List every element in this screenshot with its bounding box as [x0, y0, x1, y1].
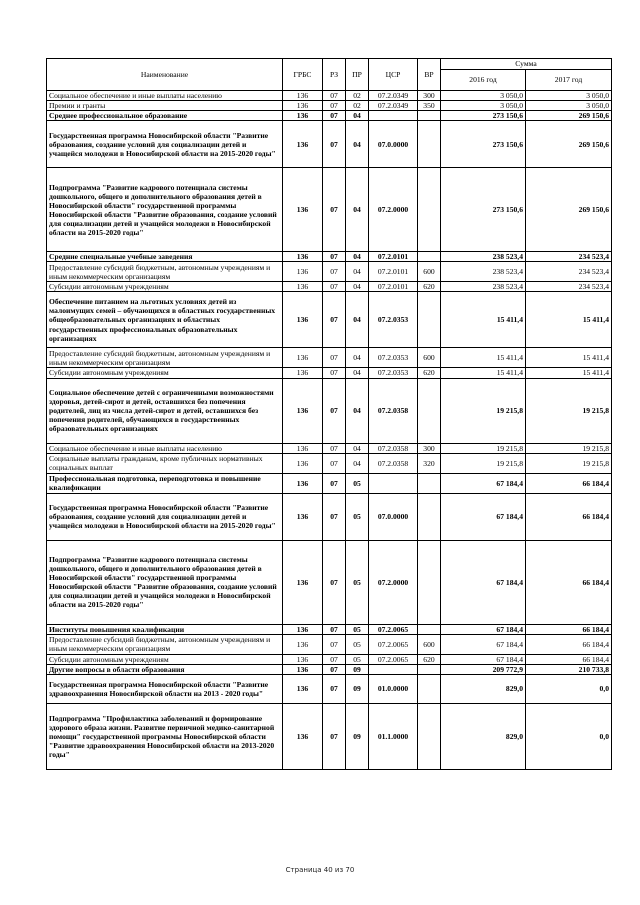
- cell-v2017: 66 184,4: [526, 624, 612, 634]
- cell-grbs: 136: [283, 168, 323, 252]
- cell-csr: 07.2.0065: [369, 624, 418, 634]
- cell-pr: 04: [346, 111, 369, 121]
- cell-csr: 07.2.0358: [369, 443, 418, 453]
- table-row: [47, 292, 612, 348]
- cell-v2016: 238 523,4: [441, 262, 526, 282]
- cell-vr: [418, 111, 441, 121]
- cell-v2017: 66 184,4: [526, 654, 612, 664]
- cell-name: Подпрограмма "Развитие кадрового потенциала системы дошкольного, общего и дополнительного образования детей в Новосибирской области" государственной программы Новосибирской области "Развитие образования, создание условий для социализации детей и учащейся молодежи в Новосибирской области на 2015-2020 годы": [47, 540, 283, 624]
- table-row: [47, 443, 612, 453]
- cell-v2016: 238 523,4: [441, 252, 526, 262]
- cell-grbs: 136: [283, 292, 323, 348]
- budget-table: [46, 58, 612, 770]
- cell-vr: 300: [418, 443, 441, 453]
- cell-pr: 04: [346, 168, 369, 252]
- cell-name: Предоставление субсидий бюджетным, автономным учреждениям и иным некоммерческим организациям: [47, 634, 283, 654]
- cell-v2016: 67 184,4: [441, 634, 526, 654]
- cell-pr: 04: [346, 453, 369, 473]
- cell-csr: 07.2.0101: [369, 262, 418, 282]
- cell-csr: [369, 111, 418, 121]
- cell-csr: 07.2.0000: [369, 168, 418, 252]
- cell-vr: [418, 674, 441, 703]
- cell-grbs: 136: [283, 664, 323, 674]
- cell-csr: 07.2.0358: [369, 378, 418, 443]
- table-row: [47, 348, 612, 368]
- table-row: [47, 624, 612, 634]
- cell-pr: 05: [346, 634, 369, 654]
- cell-grbs: 136: [283, 252, 323, 262]
- cell-rz: 07: [323, 664, 346, 674]
- cell-name: Государственная программа Новосибирской области "Развитие образования, создание условий для социализации детей и учащейся молодежи в Новосибирской области на 2015-2020 годы": [47, 493, 283, 540]
- cell-csr: 07.2.0358: [369, 453, 418, 473]
- cell-vr: 620: [418, 368, 441, 378]
- header-year-2017: 2017 год: [526, 70, 612, 91]
- cell-grbs: 136: [283, 368, 323, 378]
- cell-csr: 07.0.0000: [369, 121, 418, 168]
- cell-v2016: 19 215,8: [441, 378, 526, 443]
- cell-grbs: 136: [283, 540, 323, 624]
- cell-pr: 04: [346, 443, 369, 453]
- cell-pr: 09: [346, 674, 369, 703]
- table-row: [47, 634, 612, 654]
- cell-vr: [418, 624, 441, 634]
- cell-v2016: 67 184,4: [441, 473, 526, 493]
- table-row: [47, 473, 612, 493]
- cell-grbs: 136: [283, 674, 323, 703]
- cell-rz: 07: [323, 282, 346, 292]
- cell-pr: 05: [346, 624, 369, 634]
- cell-v2016: 273 150,6: [441, 168, 526, 252]
- cell-name: Предоставление субсидий бюджетным, автономным учреждениям и иным некоммерческим организациям: [47, 348, 283, 368]
- cell-csr: 01.0.0000: [369, 674, 418, 703]
- cell-vr: 350: [418, 101, 441, 111]
- cell-name: Социальное обеспечение и иные выплаты населению: [47, 443, 283, 453]
- cell-vr: 600: [418, 634, 441, 654]
- cell-rz: 07: [323, 91, 346, 101]
- cell-pr: 02: [346, 91, 369, 101]
- cell-v2016: 209 772,9: [441, 664, 526, 674]
- cell-rz: 07: [323, 703, 346, 769]
- cell-name: Подпрограмма "Развитие кадрового потенциала системы дошкольного, общего и дополнительного образования детей в Новосибирской области" государственной программы Новосибирской области "Развитие образования, создание условий для социализации детей и учащейся молодежи в Новосибирской области на 2015-2020 годы": [47, 168, 283, 252]
- cell-vr: 620: [418, 282, 441, 292]
- table-row: [47, 493, 612, 540]
- cell-name: Субсидии автономным учреждениям: [47, 368, 283, 378]
- table-row: [47, 378, 612, 443]
- table-row: [47, 674, 612, 703]
- cell-grbs: 136: [283, 101, 323, 111]
- cell-v2017: 66 184,4: [526, 493, 612, 540]
- cell-v2016: 19 215,8: [441, 443, 526, 453]
- cell-rz: 07: [323, 378, 346, 443]
- cell-v2016: 829,0: [441, 674, 526, 703]
- cell-v2016: 19 215,8: [441, 453, 526, 473]
- cell-name: Государственная программа Новосибирской области "Развитие образования, создание условий для социализации детей и учащейся молодежи в Новосибирской области на 2015-2020 годы": [47, 121, 283, 168]
- header-pr: ПР: [346, 59, 369, 91]
- cell-v2017: 15 411,4: [526, 292, 612, 348]
- header-vr: ВР: [418, 59, 441, 91]
- cell-rz: 07: [323, 674, 346, 703]
- cell-v2017: 269 150,6: [526, 168, 612, 252]
- cell-grbs: 136: [283, 473, 323, 493]
- cell-name: Среднее профессиональное образование: [47, 111, 283, 121]
- cell-v2017: 0,0: [526, 674, 612, 703]
- cell-v2017: 3 050,0: [526, 101, 612, 111]
- cell-v2017: 15 411,4: [526, 368, 612, 378]
- cell-grbs: 136: [283, 91, 323, 101]
- cell-vr: [418, 378, 441, 443]
- cell-name: Социальные выплаты гражданам, кроме публичных нормативных социальных выплат: [47, 453, 283, 473]
- cell-name: Другие вопросы в области образования: [47, 664, 283, 674]
- cell-v2016: 67 184,4: [441, 654, 526, 664]
- cell-v2017: 66 184,4: [526, 540, 612, 624]
- cell-grbs: 136: [283, 111, 323, 121]
- cell-v2017: 210 733,8: [526, 664, 612, 674]
- cell-grbs: 136: [283, 282, 323, 292]
- cell-vr: [418, 473, 441, 493]
- cell-vr: 600: [418, 262, 441, 282]
- cell-v2017: 234 523,4: [526, 282, 612, 292]
- cell-vr: [418, 703, 441, 769]
- table-row: [47, 368, 612, 378]
- cell-v2017: 66 184,4: [526, 473, 612, 493]
- cell-name: Профессиональная подготовка, переподготовка и повышение квалификации: [47, 473, 283, 493]
- header-grbs: ГРБС: [283, 59, 323, 91]
- cell-grbs: 136: [283, 121, 323, 168]
- cell-csr: 01.1.0000: [369, 703, 418, 769]
- cell-vr: [418, 493, 441, 540]
- table-row: [47, 252, 612, 262]
- cell-vr: 600: [418, 348, 441, 368]
- cell-name: Субсидии автономным учреждениям: [47, 654, 283, 664]
- cell-pr: 04: [346, 292, 369, 348]
- cell-vr: 300: [418, 91, 441, 101]
- cell-v2016: 67 184,4: [441, 540, 526, 624]
- cell-grbs: 136: [283, 262, 323, 282]
- cell-pr: 09: [346, 703, 369, 769]
- table-row: [47, 664, 612, 674]
- cell-v2016: 273 150,6: [441, 111, 526, 121]
- cell-grbs: 136: [283, 654, 323, 664]
- table-row: [47, 540, 612, 624]
- cell-csr: 07.0.0000: [369, 493, 418, 540]
- cell-grbs: 136: [283, 634, 323, 654]
- cell-csr: [369, 664, 418, 674]
- table-row: [47, 654, 612, 664]
- cell-csr: 07.2.0353: [369, 348, 418, 368]
- cell-rz: 07: [323, 262, 346, 282]
- cell-pr: 05: [346, 493, 369, 540]
- cell-v2017: 269 150,6: [526, 121, 612, 168]
- cell-v2016: 829,0: [441, 703, 526, 769]
- cell-rz: 07: [323, 624, 346, 634]
- header-csr: ЦСР: [369, 59, 418, 91]
- cell-name: Премии и гранты: [47, 101, 283, 111]
- cell-name: Социальное обеспечение и иные выплаты населению: [47, 91, 283, 101]
- cell-csr: 07.2.0349: [369, 101, 418, 111]
- cell-vr: [418, 121, 441, 168]
- cell-v2017: 19 215,8: [526, 443, 612, 453]
- cell-pr: 04: [346, 262, 369, 282]
- header-sum: Сумма: [441, 59, 612, 70]
- cell-name: Субсидии автономным учреждениям: [47, 282, 283, 292]
- cell-v2017: 19 215,8: [526, 453, 612, 473]
- cell-rz: 07: [323, 540, 346, 624]
- table-row: [47, 703, 612, 769]
- cell-v2016: 67 184,4: [441, 493, 526, 540]
- table-header: [47, 59, 612, 91]
- cell-rz: 07: [323, 292, 346, 348]
- table-row: [47, 453, 612, 473]
- cell-csr: 07.2.0065: [369, 654, 418, 664]
- cell-rz: 07: [323, 368, 346, 378]
- cell-csr: 07.2.0349: [369, 91, 418, 101]
- cell-pr: 04: [346, 121, 369, 168]
- cell-name: Институты повышения квалификации: [47, 624, 283, 634]
- cell-rz: 07: [323, 453, 346, 473]
- cell-name: Подпрограмма "Профилактика заболеваний и формирование здорового образа жизни. Развитие первичной медико-санитарной помощи" государственной программы Новосибирской области "Развитие здравоохранения Новосибирской области на 2013-2020 годы": [47, 703, 283, 769]
- cell-grbs: 136: [283, 378, 323, 443]
- cell-pr: 05: [346, 473, 369, 493]
- cell-grbs: 136: [283, 443, 323, 453]
- cell-csr: 07.2.0353: [369, 368, 418, 378]
- table-row: [47, 101, 612, 111]
- table-row: [47, 168, 612, 252]
- cell-csr: 07.2.0101: [369, 252, 418, 262]
- cell-rz: 07: [323, 252, 346, 262]
- cell-v2016: 67 184,4: [441, 624, 526, 634]
- cell-pr: 05: [346, 654, 369, 664]
- cell-v2017: 19 215,8: [526, 378, 612, 443]
- table-row: [47, 111, 612, 121]
- cell-v2017: 15 411,4: [526, 348, 612, 368]
- cell-pr: 04: [346, 282, 369, 292]
- cell-pr: 04: [346, 378, 369, 443]
- cell-rz: 07: [323, 348, 346, 368]
- cell-rz: 07: [323, 634, 346, 654]
- cell-v2016: 3 050,0: [441, 91, 526, 101]
- cell-name: Средние специальные учебные заведения: [47, 252, 283, 262]
- cell-csr: 07.2.0353: [369, 292, 418, 348]
- table-row: [47, 282, 612, 292]
- header-year-2016: 2016 год: [441, 70, 526, 91]
- cell-v2017: 234 523,4: [526, 262, 612, 282]
- cell-pr: 09: [346, 664, 369, 674]
- cell-rz: 07: [323, 493, 346, 540]
- cell-pr: 04: [346, 252, 369, 262]
- page-footer: Страница 40 из 70: [285, 866, 355, 874]
- cell-v2016: 273 150,6: [441, 121, 526, 168]
- cell-v2017: 0,0: [526, 703, 612, 769]
- cell-grbs: 136: [283, 493, 323, 540]
- document-page: [46, 58, 611, 770]
- cell-csr: 07.2.0101: [369, 282, 418, 292]
- cell-name: Государственная программа Новосибирской области "Развитие здравоохранения Новосибирской области на 2013 - 2020 годы": [47, 674, 283, 703]
- cell-grbs: 136: [283, 348, 323, 368]
- cell-vr: [418, 168, 441, 252]
- cell-pr: 05: [346, 540, 369, 624]
- cell-v2017: 234 523,4: [526, 252, 612, 262]
- cell-rz: 07: [323, 111, 346, 121]
- cell-vr: 320: [418, 453, 441, 473]
- cell-rz: 07: [323, 654, 346, 664]
- cell-csr: 07.2.0065: [369, 634, 418, 654]
- cell-vr: [418, 252, 441, 262]
- cell-vr: 620: [418, 654, 441, 664]
- cell-grbs: 136: [283, 703, 323, 769]
- cell-csr: [369, 473, 418, 493]
- cell-grbs: 136: [283, 453, 323, 473]
- cell-name: Социальное обеспечение детей с ограниченными возможностями здоровья, детей-сирот и детей, оставшихся без попечения родителей, лиц из числа детей-сирот и детей, оставшихся без попечения родителей, обучающихся в государственных образовательных организациях: [47, 378, 283, 443]
- header-rz: РЗ: [323, 59, 346, 91]
- cell-rz: 07: [323, 443, 346, 453]
- header-name: Наименование: [47, 59, 283, 91]
- cell-pr: 04: [346, 348, 369, 368]
- cell-rz: 07: [323, 473, 346, 493]
- cell-v2017: 3 050,0: [526, 91, 612, 101]
- cell-pr: 02: [346, 101, 369, 111]
- cell-csr: 07.2.0000: [369, 540, 418, 624]
- table-row: [47, 262, 612, 282]
- cell-v2016: 238 523,4: [441, 282, 526, 292]
- cell-rz: 07: [323, 121, 346, 168]
- cell-name: Предоставление субсидий бюджетным, автономным учреждениям и иным некоммерческим организациям: [47, 262, 283, 282]
- cell-vr: [418, 292, 441, 348]
- table-body: [47, 91, 612, 770]
- cell-vr: [418, 664, 441, 674]
- cell-grbs: 136: [283, 624, 323, 634]
- cell-vr: [418, 540, 441, 624]
- cell-name: Обеспечение питанием на льготных условиях детей из малоимущих семей – обучающихся в областных государственных общеобразовательных организациях и областных государственных профессиональных образовательных организациях: [47, 292, 283, 348]
- cell-v2017: 66 184,4: [526, 634, 612, 654]
- cell-v2016: 15 411,4: [441, 292, 526, 348]
- cell-v2016: 15 411,4: [441, 368, 526, 378]
- table-row: [47, 91, 612, 101]
- table-row: [47, 121, 612, 168]
- cell-rz: 07: [323, 101, 346, 111]
- cell-rz: 07: [323, 168, 346, 252]
- cell-v2016: 15 411,4: [441, 348, 526, 368]
- cell-v2016: 3 050,0: [441, 101, 526, 111]
- cell-pr: 04: [346, 368, 369, 378]
- cell-v2017: 269 150,6: [526, 111, 612, 121]
